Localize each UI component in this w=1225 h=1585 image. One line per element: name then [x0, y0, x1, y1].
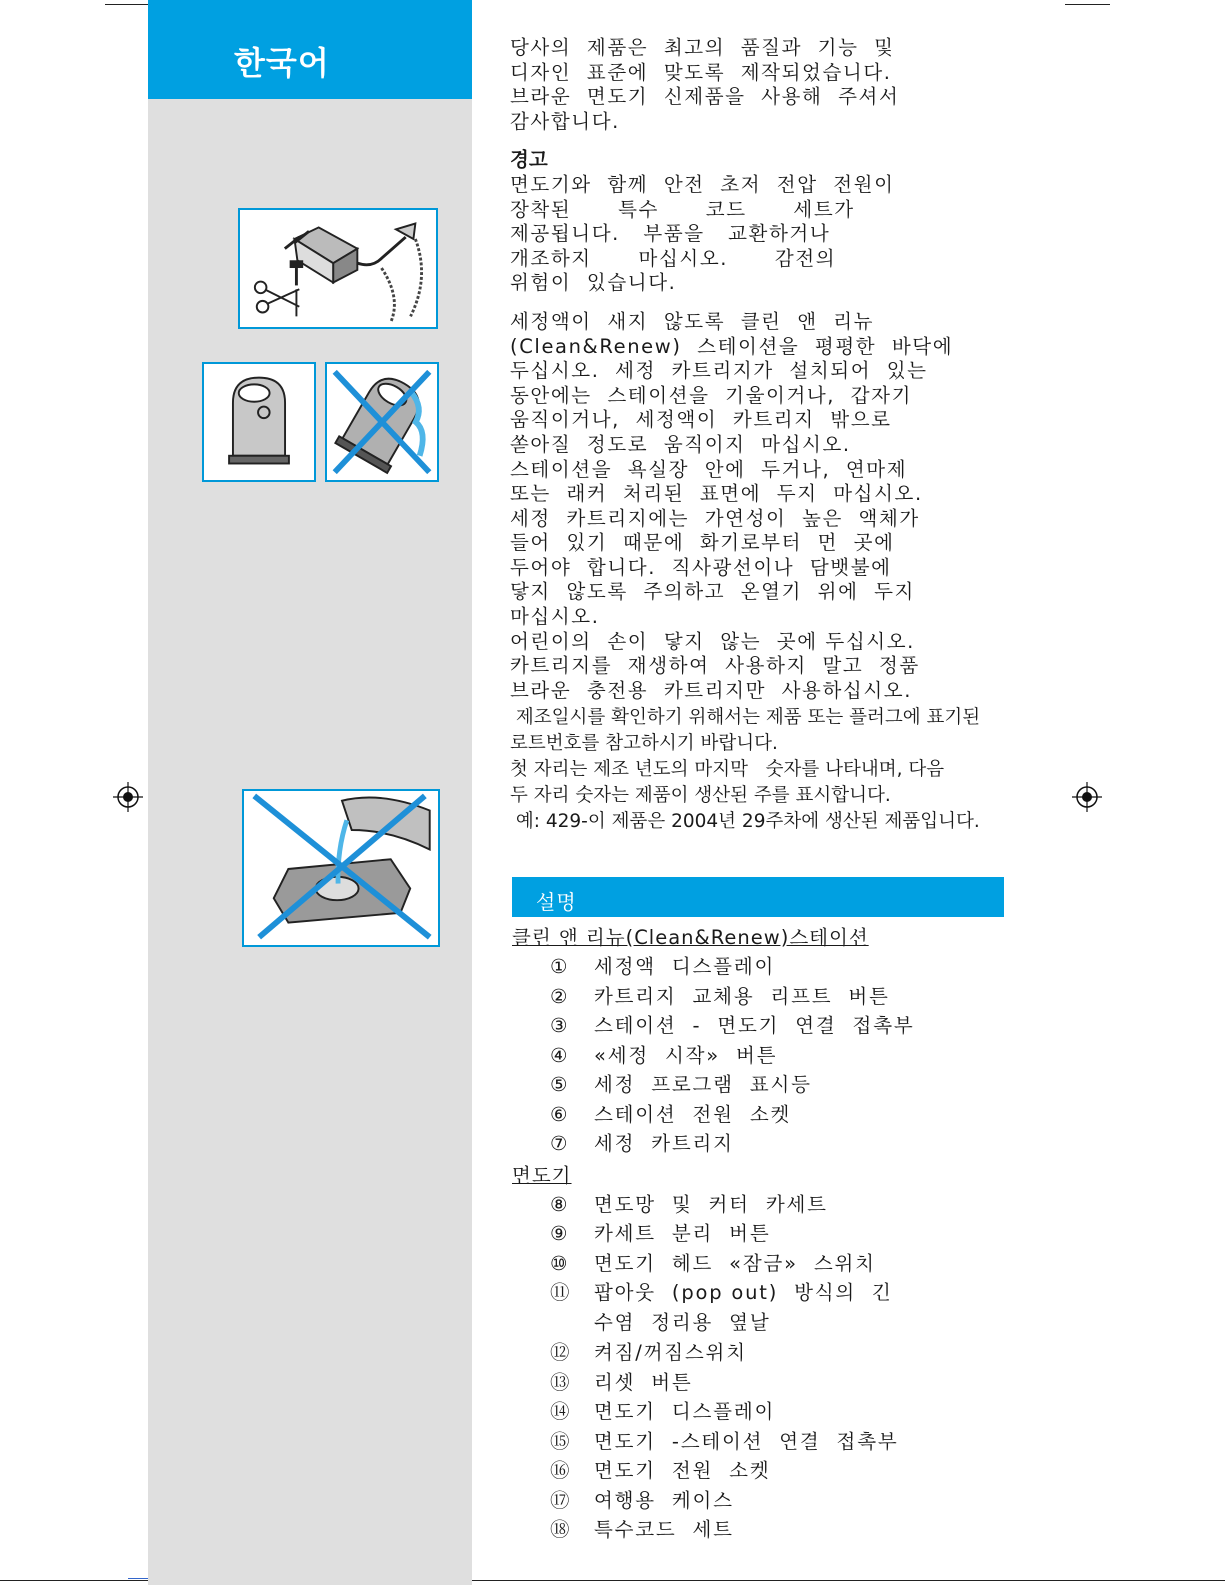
item-number: ⑰: [550, 1488, 572, 1512]
item-label: 스테이션 전원 소켓: [594, 1102, 792, 1126]
station-upright-icon: [204, 364, 314, 480]
item-number: ⑱: [550, 1518, 572, 1541]
item-label: 켜짐/꺼짐스위치: [594, 1341, 747, 1364]
item-number: ⑫: [550, 1341, 572, 1364]
list-item: [512, 1129, 1007, 1159]
item-label: 면도망 및 커터 카세트: [594, 1192, 828, 1216]
item-number: ④: [550, 1043, 570, 1067]
item-number: ⑬: [550, 1370, 572, 1394]
station-subtitle: 클린 앤 리뉴(Clean&Renew)스테이션: [512, 926, 869, 949]
list-item: [512, 1397, 1007, 1427]
language-title: 한국어: [234, 44, 330, 82]
list-item: [512, 1070, 1007, 1100]
item-label: 카트리지 교체용 리프트 버튼: [594, 984, 890, 1008]
item-number: ③: [550, 1014, 570, 1037]
list-item: [512, 1427, 1007, 1457]
list-item: [512, 1011, 1007, 1041]
manufacture-note: 제조일시를 확인하기 위해서는 제품 또는 플러그에 표기된 로트번호를 참고하시기 바랍니다. 첫 자리는 제조 년도의 마지막 숫자를 나타내며, 다음 두 자리 숫자는 제품이 생산된 주를 표시합니다. 예: 429-이 제품은 2004년 29주차에 생산된 제품입니다.: [510, 707, 981, 833]
list-item: [512, 1456, 1007, 1486]
list-item: [512, 1100, 1007, 1130]
shaver-subtitle: 면도기: [512, 1163, 572, 1187]
item-label: 팝아웃 (pop out) 방식의 긴 수염 정리용 옆날: [594, 1281, 893, 1334]
item-label: 카세트 분리 버튼: [594, 1222, 771, 1245]
item-label: «세정 시작» 버튼: [594, 1043, 778, 1067]
item-label: 세정액 디스플레이: [594, 955, 776, 978]
list-item: [512, 982, 1007, 1012]
item-label: 면도기 -스테이션 연결 접촉부: [594, 1429, 899, 1453]
item-number: ⑧: [550, 1192, 570, 1216]
item-number: ⑨: [550, 1222, 570, 1245]
crop-mark-top-left: [105, 4, 148, 5]
item-number: ⑮: [550, 1429, 572, 1453]
item-label: 면도기 디스플레이: [594, 1400, 776, 1423]
list-item: [512, 1249, 1007, 1279]
item-number: ⑤: [550, 1073, 570, 1096]
registration-mark-left: [113, 782, 143, 812]
item-number: ②: [550, 984, 570, 1008]
item-number: ⑦: [550, 1132, 570, 1155]
list-item: [512, 1041, 1007, 1071]
item-number: ⑭: [550, 1400, 572, 1423]
station-level-illustration: [202, 362, 316, 482]
cord-set-icon: [240, 210, 436, 327]
list-item: [512, 1278, 1007, 1338]
item-number: ⑪: [550, 1281, 572, 1304]
list-item: [512, 1338, 1007, 1368]
item-label: 특수코드 세트: [594, 1518, 734, 1541]
list-item: [512, 1219, 1007, 1249]
warning-heading: 경고: [510, 148, 548, 172]
item-label: 리셋 버튼: [594, 1370, 693, 1394]
description-section-bar: [512, 877, 1004, 917]
item-label: 면도기 전원 소켓: [594, 1459, 771, 1482]
item-number: ⑩: [550, 1251, 570, 1275]
language-header: [148, 0, 472, 99]
list-item: [512, 952, 1007, 982]
refill-illustration: [242, 789, 440, 947]
item-label: 세정 프로그램 표시등: [594, 1073, 812, 1096]
intro-text: 당사의 제품은 최고의 품질과 기능 및 디자인 표준에 맞도록 제작되었습니다. 브라운 면도기 신제품을 사용해 주셔서 감사합니다.: [510, 36, 900, 133]
list-item: [512, 1486, 1007, 1516]
list-item: [512, 1515, 1007, 1545]
item-label: 세정 카트리지: [594, 1132, 734, 1155]
parts-list: [512, 923, 1007, 1545]
cord-set-illustration: [238, 208, 438, 329]
main-content: [510, 36, 1005, 835]
warning-text: 면도기와 함께 안전 초저 전압 전원이 장착된 특수 코드 세트가 제공됩니다. 부품을 교환하거나 개조하지 마십시오. 감전의 위험이 있습니다.: [510, 172, 895, 295]
item-number: ⑯: [550, 1459, 572, 1482]
item-label: 스테이션 - 면도기 연결 접촉부: [594, 1014, 915, 1037]
list-item: [512, 1368, 1007, 1398]
crop-mark-top-right: [1065, 4, 1110, 5]
description-title: 설명: [536, 890, 577, 914]
item-number: ⑥: [550, 1102, 570, 1126]
registration-mark-right: [1072, 782, 1102, 812]
station-tilted-icon: [327, 364, 437, 480]
list-item: [512, 1190, 1007, 1220]
item-number: ①: [550, 955, 570, 978]
station-warning-text: 세정액이 새지 않도록 클린 앤 리뉴 (Clean&Renew) 스테이션을 평평한 바닥에 두십시오. 세정 카트리지가 설치되어 있는 동안에는 스테이션을 기울이거나, 갑자기 움직이거나, 세정액이 카트리지 밖으로 쏟아질 정도로 움직이지 마십시오. 스테이션을 욕실장 안에 두거나, 연마제 또는 래커 처리된 표면에 두지 마십시오. 세정 카트리지에는 가연성이 높은 액체가 들어 있기 때문에 화기로부터 먼 곳에 두어야 합니다. 직사광선이나 담뱃불에 닿지 않도록 주의하고 온열기 위에 두지 마십시오. 어린이의 손이 닿지 않는 곳에 두십시오. 카트리지를 재생하여 사용하지 말고 정품 브라운 충전용 카트리지만 사용하십시오.: [510, 309, 954, 702]
cartridge-refill-icon: [244, 791, 438, 945]
item-label: 면도기 헤드 «잠금» 스위치: [594, 1251, 876, 1275]
station-tilt-illustration: [325, 362, 439, 482]
item-label: 여행용 케이스: [594, 1488, 734, 1512]
